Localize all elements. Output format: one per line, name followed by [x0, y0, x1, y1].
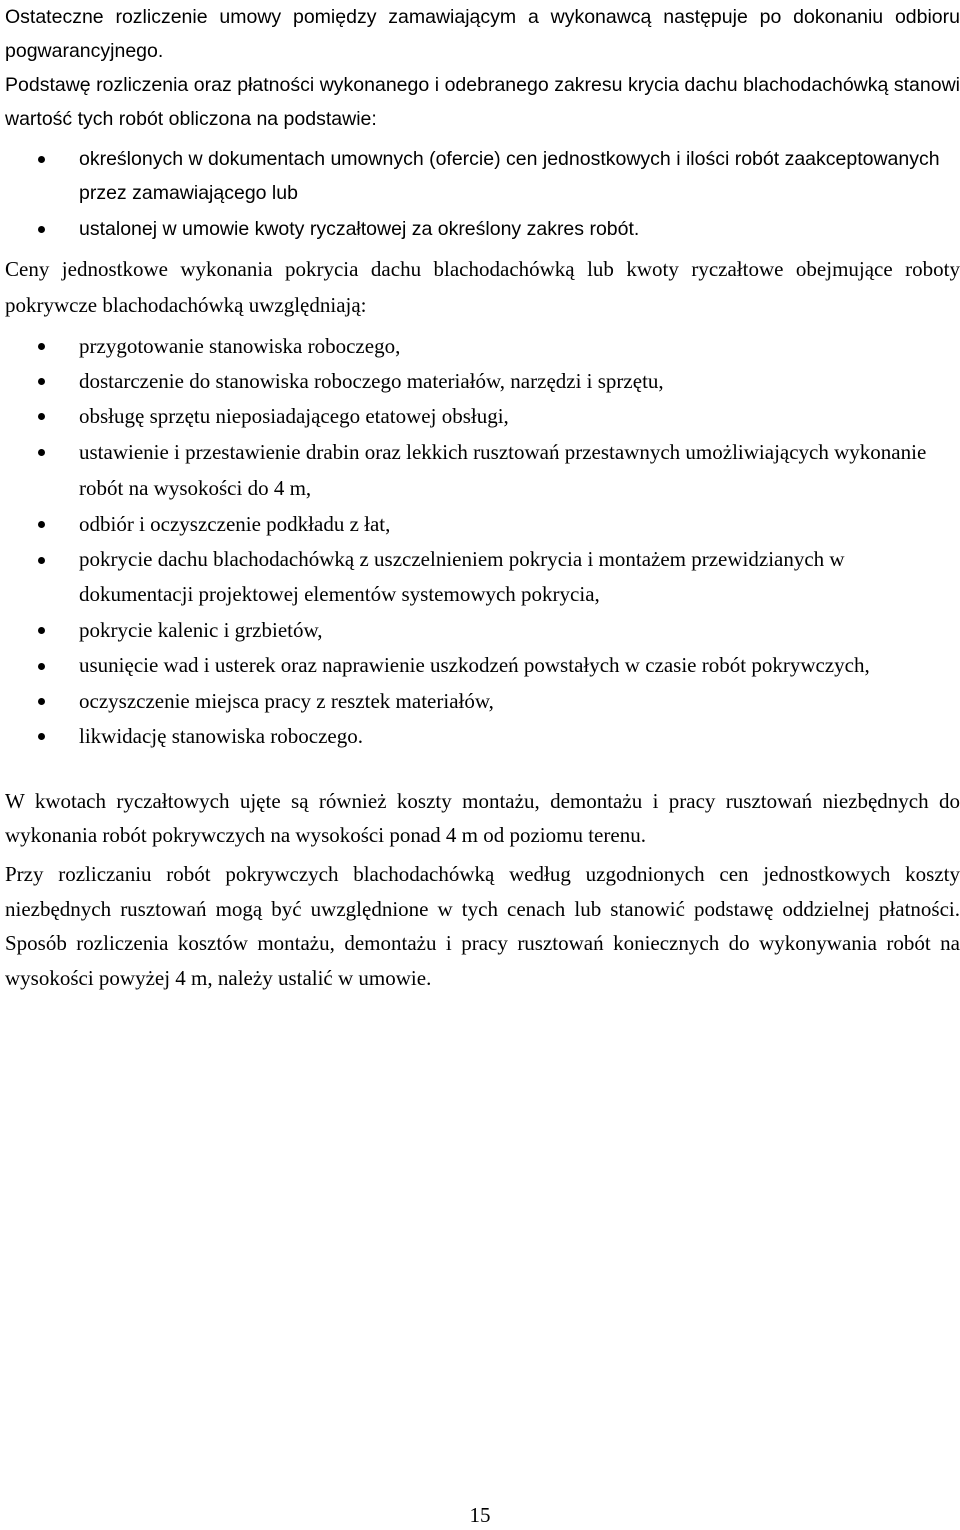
list-item [5, 399, 960, 433]
list-item-text: obsługę sprzętu nieposiadającego etatowej obsługi, [79, 404, 509, 428]
list-item-text: określonych w dokumentach umownych (ofercie) cen jednostkowych i ilości robót zaakceptowanych przez zamawiającego lub [79, 148, 940, 204]
list-item-text: usunięcie wad i usterek oraz naprawienie uszkodzeń powstałych w czasie robót pokrywczych, [79, 653, 870, 677]
list-item-text: ustalonej w umowie kwoty ryczałtowej za określony zakres robót. [79, 218, 640, 240]
bullet-icon [38, 378, 45, 385]
list-item-text: przygotowanie stanowiska roboczego, [79, 334, 401, 358]
bullet-icon [38, 343, 45, 350]
paragraph-lump-sum: W kwotach ryczałtowych ujęte są również koszty montażu, demontażu i pracy rusztowań niezbędnych do wykonania robót pokrywczych na wysokości ponad 4 m od poziomu terenu. [5, 789, 960, 847]
paragraph-final-settlement: Ostateczne rozliczenie umowy pomiędzy zamawiającym a wykonawcą następuje po dokonaniu odbioru pogwarancyjnego. [5, 6, 960, 62]
list-item-text: dostarczenie do stanowiska roboczego materiałów, narzędzi i sprzętu, [79, 369, 664, 393]
bullet-icon [38, 449, 45, 456]
settlement-basis-list [5, 142, 960, 246]
bullet-icon [38, 557, 45, 564]
bullet-icon [38, 627, 45, 634]
list-item [5, 719, 960, 753]
list-item-text: pokrycie dachu blachodachówką z uszczelnieniem pokrycia i montażem przewidzianych w dokumentacji projektowej elementów systemowych pokrycia, [79, 547, 845, 606]
included-works-list [5, 329, 960, 753]
list-item [5, 329, 960, 363]
list-item [5, 434, 960, 506]
list-item [5, 684, 960, 718]
bullet-icon [38, 156, 45, 163]
list-item [5, 507, 960, 541]
list-item [5, 364, 960, 398]
page-number: 15 [469, 1503, 491, 1527]
bullet-icon [38, 733, 45, 740]
list-item [5, 648, 960, 683]
list-item-text: odbiór i oczyszczenie podkładu z łat, [79, 512, 391, 536]
list-item [5, 613, 960, 647]
bullet-icon [38, 663, 45, 670]
paragraph-settlement-basis: Podstawę rozliczenia oraz płatności wykonanego i odebranego zakresu krycia dachu blachodachówką stanowi wartość tych robót obliczona na podstawie: [5, 74, 960, 130]
paragraph-scaffolding-costs: Przy rozliczaniu robót pokrywczych blachodachówką według uzgodnionych cen jednostkowych koszty niezbędnych rusztowań mogą być uwzględnione w tych cenach lub stanowić podstawę oddzielnej płatności. Sposób rozliczenia kosztów montażu, demontażu i pracy rusztowań koniecznych do wykonywania robót na wysokości powyżej 4 m, należy ustalić w umowie. [5, 862, 960, 990]
bullet-icon [38, 521, 45, 528]
paragraph-unit-prices: Ceny jednostkowe wykonania pokrycia dachu blachodachówką lub kwoty ryczałtowe obejmujące roboty pokrywcze blachodachówką uwzględniają: [5, 257, 960, 317]
list-item-text: pokrycie kalenic i grzbietów, [79, 618, 323, 642]
bullet-icon [38, 226, 45, 233]
list-item-text: ustawienie i przestawienie drabin oraz lekkich rusztowań przestawnych umożliwiających wykonanie robót na wysokości do 4 m, [79, 440, 927, 500]
list-item-text: likwidację stanowiska roboczego. [79, 724, 363, 748]
list-item [5, 212, 960, 246]
list-item-text: oczyszczenie miejsca pracy z resztek materiałów, [79, 689, 494, 713]
bullet-icon [38, 698, 45, 705]
list-item [5, 542, 960, 612]
bullet-icon [38, 413, 45, 420]
list-item [5, 142, 960, 210]
